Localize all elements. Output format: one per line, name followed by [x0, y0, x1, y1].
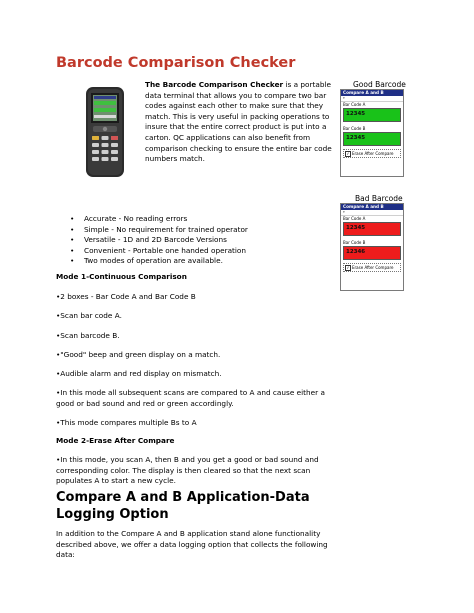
section-heading: Compare A and B Application-Data Logging Option: [56, 490, 310, 522]
feature-item: • Simple - No requirement for trained operator: [70, 225, 248, 236]
mode2-text: •In this mode, you scan A, then B and you get a good or bad sound and corresponding color. The display is then cleared so that the next scan populates A to start a new cycle.: [56, 455, 319, 486]
bad-barcode-caption: Bad Barcode: [355, 194, 403, 203]
screen-subbar: ▾: [341, 210, 403, 216]
feature-item: • Convenient - Portable one handed operation: [70, 246, 248, 257]
bar-code-a-label: Bar Code A: [343, 216, 366, 221]
erase-after-compare-checkbox[interactable]: [343, 149, 401, 158]
mode1-item: •Scan bar code A.: [56, 311, 122, 320]
section-text: In addition to the Compare A and B application stand alone functionality described above, we offer a data logging option that collects the following data:: [56, 529, 328, 560]
intro-paragraph: [145, 80, 337, 165]
screen-header: Compare A and B: [341, 204, 403, 210]
mode2-heading: Mode 2-Erase After Compare: [56, 436, 175, 445]
bar-code-b-label: Bar Code B: [343, 126, 366, 131]
intro-lead: The Barcode Comparison Checker: [145, 80, 284, 89]
handheld-terminal-icon: [84, 86, 126, 178]
bar-code-a-field[interactable]: 12345: [343, 108, 401, 122]
erase-after-compare-checkbox[interactable]: [343, 263, 401, 272]
screen-subbar: ▾: [341, 96, 403, 102]
mode1-item: •2 boxes - Bar Code A and Bar Code B: [56, 292, 196, 301]
page-title: Barcode Comparison Checker: [56, 55, 296, 71]
feature-list: [70, 214, 248, 267]
feature-item: • Versatile - 1D and 2D Barcode Versions: [70, 235, 248, 246]
erase-after-compare-label: Erase After Compare: [352, 151, 394, 156]
good-barcode-caption: Good Barcode: [353, 80, 406, 89]
handheld-terminal-image: [84, 86, 126, 178]
erase-after-compare-label: Erase After Compare: [352, 265, 394, 270]
feature-item: • Accurate - No reading errors: [70, 214, 248, 225]
mode1-item: •In this mode all subsequent scans are compared to A and cause either a good or bad sound and red or green accordingly.: [56, 388, 325, 408]
bar-code-b-label: Bar Code B: [343, 240, 366, 245]
checkbox-check-icon: ✓: [346, 265, 350, 270]
good-barcode-screen: [340, 89, 404, 177]
mode1-item: •This mode compares multiple Bs to A: [56, 418, 197, 427]
screen-header: Compare A and B: [341, 90, 403, 96]
mode1-item: •Audible alarm and red display on mismatch.: [56, 369, 222, 378]
checkbox-check-icon: ✓: [346, 151, 350, 156]
bar-code-a-label: Bar Code A: [343, 102, 366, 107]
bar-code-a-field[interactable]: 12345: [343, 222, 401, 236]
mode1-heading: Mode 1-Continuous Comparison: [56, 272, 187, 281]
bar-code-b-field[interactable]: 12345: [343, 132, 401, 146]
mode1-item: •"Good" beep and green display on a match.: [56, 350, 221, 359]
intro-text: is a portable data terminal that allows you to compare two bar codes against each other to make sure that they match. This is very useful in packing operations to insure that the entire correct product is put into a carton. QC applications can also benefit from comparison checking to ensure the entire bar code numbers match.: [145, 80, 332, 164]
bad-barcode-screen: [340, 203, 404, 291]
mode1-item: •Scan barcode B.: [56, 331, 120, 340]
feature-item: • Two modes of operation are available.: [70, 256, 248, 267]
bar-code-b-field[interactable]: 12346: [343, 246, 401, 260]
